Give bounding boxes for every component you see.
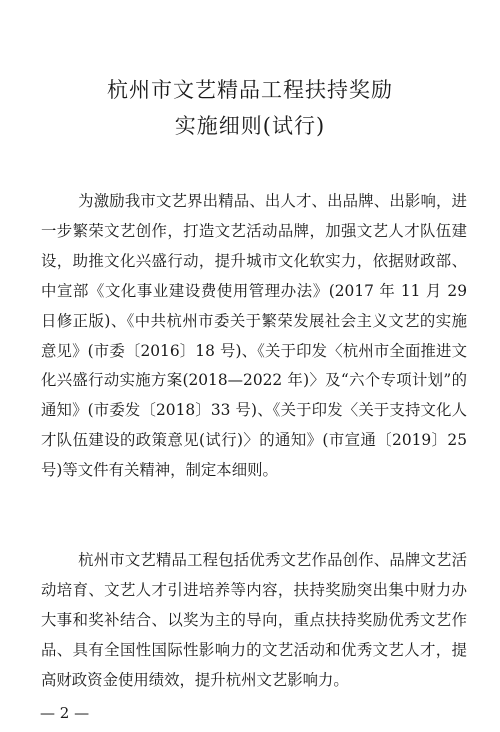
document-title-line-2: 实施细则(试行) (174, 114, 326, 138)
page-number: — 2 — (40, 704, 90, 722)
document-title-line-1: 杭州市文艺精品工程扶持奖励 (107, 78, 393, 102)
body-paragraph-1 (41, 187, 467, 486)
paragraph-text: 杭州市文艺精品工程包括优秀文艺作品创作、品牌文艺活动培育、文艺人才引进培养等内容，扶持奖励突出集中财力办大事和奖补结合、以奖为主的导向，重点扶持奖励优秀文艺作品、具有全国性国际性影响力的文艺活动和优秀文艺人才，提高财政资金使用绩效，提升杭州文艺影响力。 (41, 551, 467, 689)
body-paragraph-2 (41, 546, 467, 696)
paragraph-text: 为激励我市文艺界出精品、出人才、出品牌、出影响，进一步繁荣文艺创作，打造文艺活动品牌，加强文艺人才队伍建设，助推文化兴盛行动，提升城市文化软实力，依据财政部、中宣部《文化事业建设费使用管理办法》(2017 年 11 月 29 日修正版)、《中共杭州市委关于繁荣发展社会主义文艺的实施意见》(市委〔2016〕18 号)、《关于印发〈杭州市全面推进文化兴盛行动实施方案(2018—2022 年)〉及“六个专项计划”的通知》(市委发〔2018〕33 号)、《关于印发〈关于支持文化人才队伍建设的政策意见(试行)〉的通知》(市宣通〔2019〕25 号)等文件有关精神，制定本细则。 (41, 192, 467, 480)
